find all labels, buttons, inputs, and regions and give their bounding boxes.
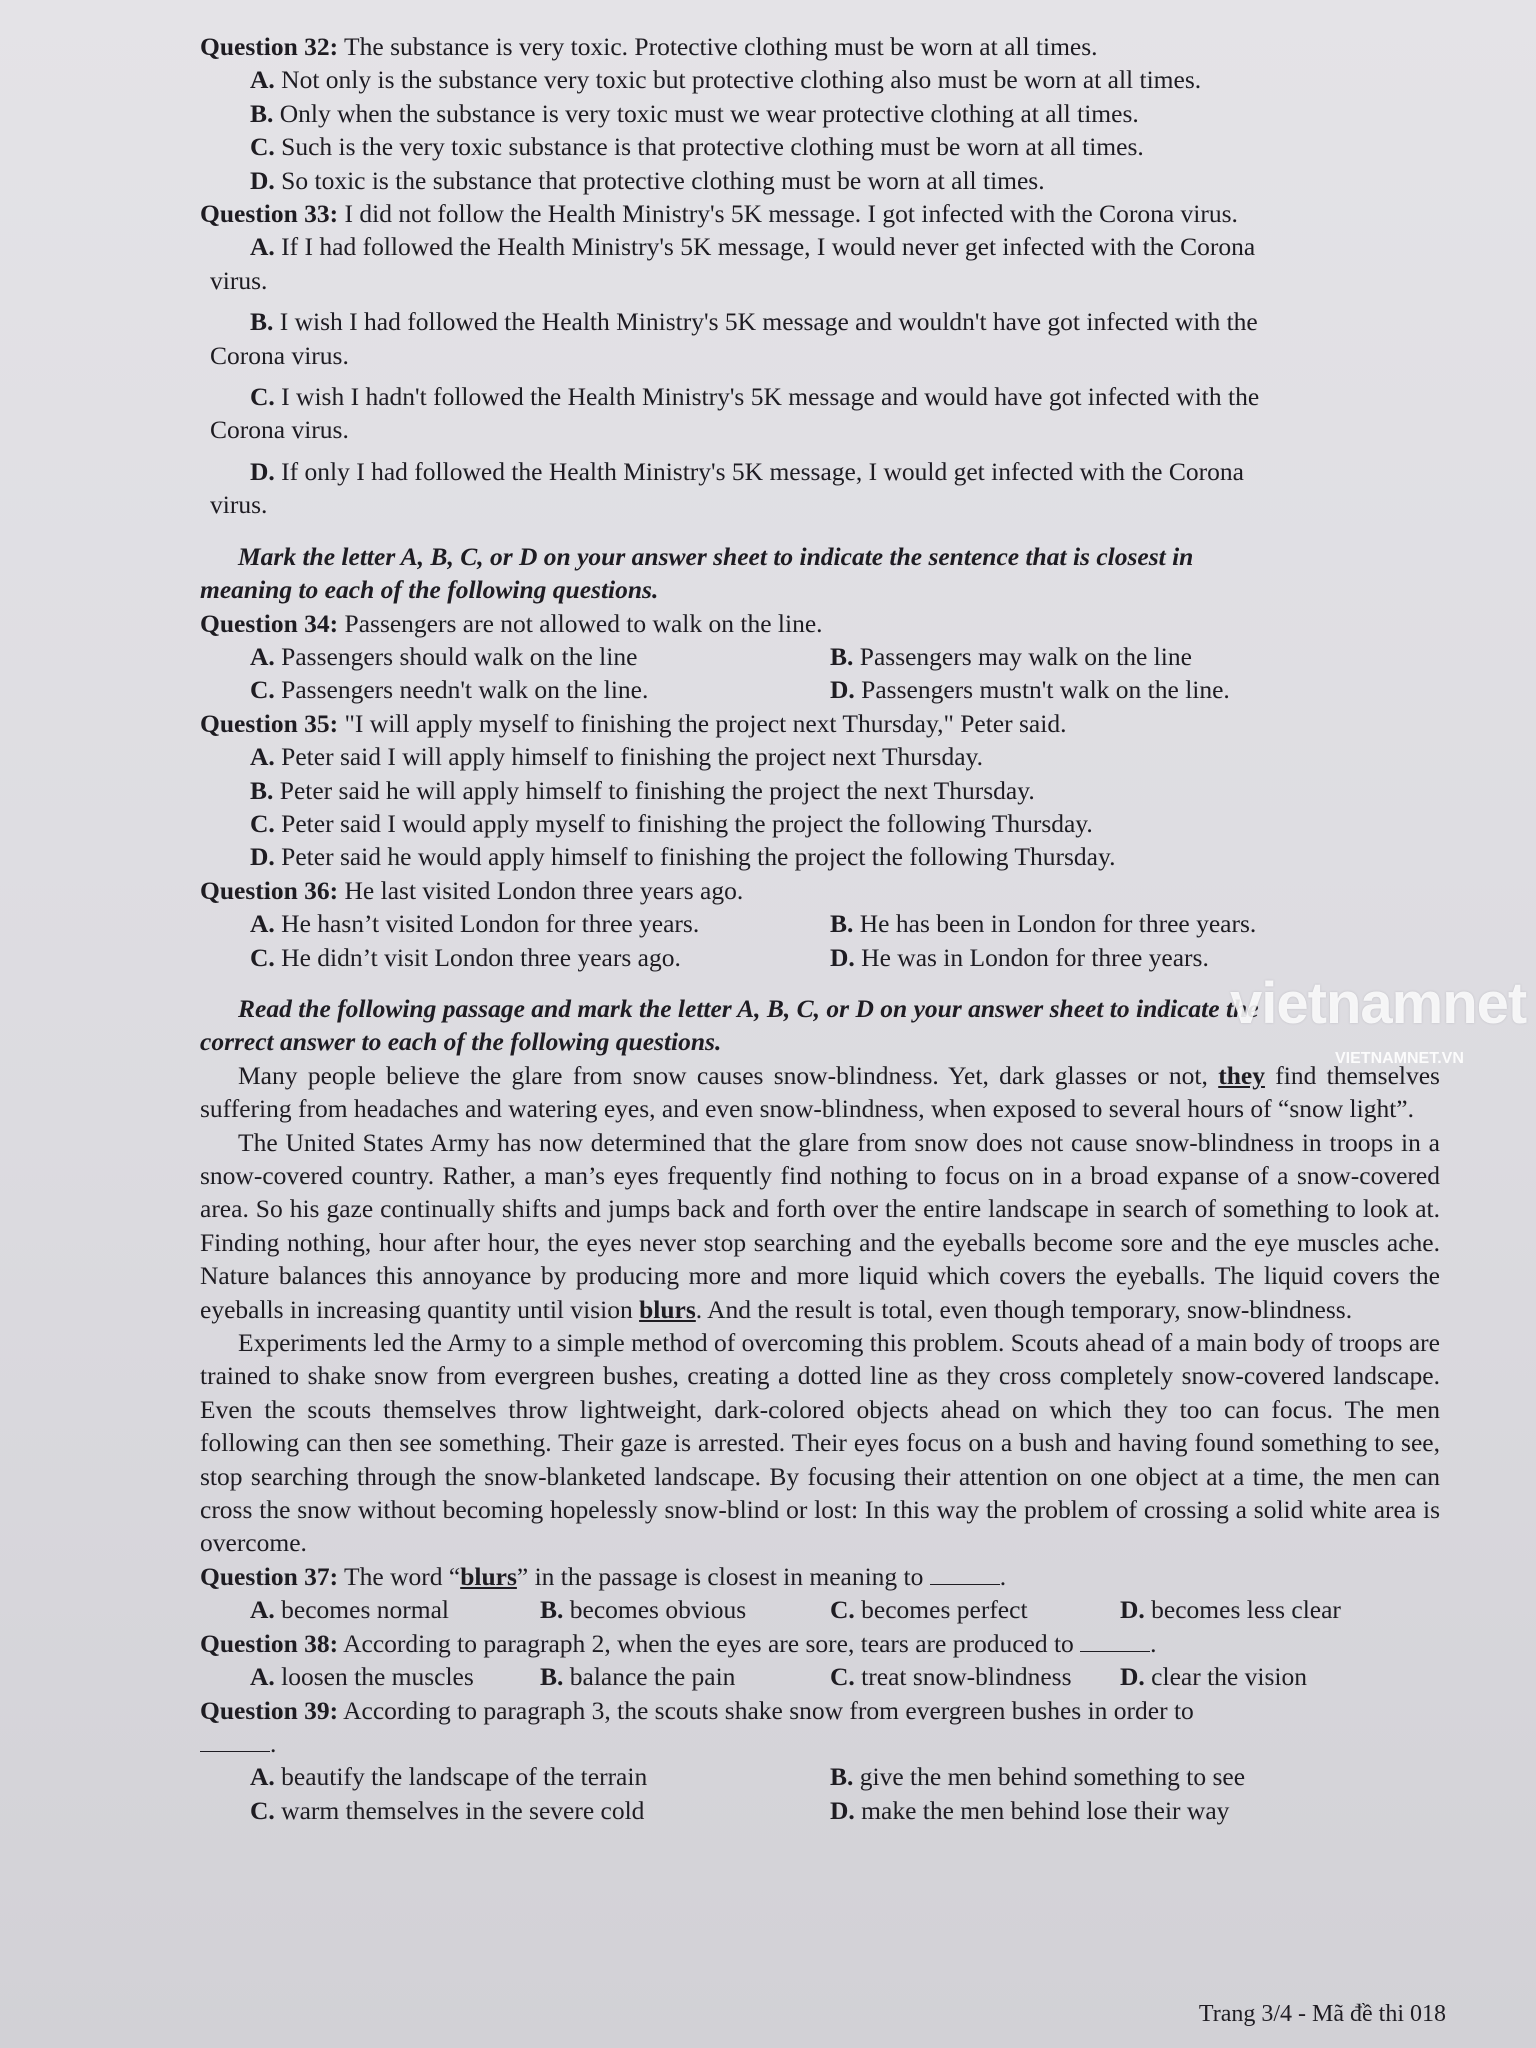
passage-text: . And the result is total, even though temporary, snow-blindness. — [695, 1294, 1353, 1324]
question-stem-continuation — [200, 1727, 1440, 1760]
option-text: Peter said he will apply himself to finishing the project the next Thursday. — [273, 775, 1035, 805]
option-text: becomes perfect — [854, 1595, 1028, 1625]
question-36 — [200, 874, 1440, 974]
option-letter: C. — [250, 942, 275, 972]
option-text: Not only is the substance very toxic but protective clothing also must be worn at all times. — [274, 65, 1202, 95]
question-label: Question 33: — [200, 199, 339, 229]
question-text: The substance is very toxic. Protective clothing must be worn at all times. — [338, 32, 1098, 61]
exam-content — [200, 30, 1440, 1827]
underlined-word: they — [1218, 1060, 1265, 1090]
option-c — [250, 673, 830, 706]
option-letter: C. — [250, 132, 275, 162]
option-b — [830, 907, 1450, 940]
option-c — [200, 130, 1440, 163]
option-a — [200, 740, 1440, 773]
option-d — [1120, 1593, 1460, 1626]
option-letter: B. — [830, 1762, 854, 1792]
option-text: make the men behind lose their way — [854, 1795, 1230, 1825]
option-text: clear the vision — [1144, 1662, 1307, 1692]
option-text: becomes normal — [274, 1595, 449, 1625]
option-letter: C. — [250, 675, 275, 705]
instruction-line: Read the following passage and mark the letter A, B, C, or D on your answer sheet to indicate the — [238, 993, 1259, 1023]
option-text: Passengers may walk on the line — [853, 641, 1192, 671]
option-letter: C. — [830, 1662, 855, 1692]
option-letter: D. — [250, 456, 275, 486]
answer-blank — [1080, 1629, 1150, 1652]
question-label: Question 38: — [200, 1628, 339, 1658]
option-text: Passengers should walk on the line — [274, 641, 638, 671]
option-b — [200, 97, 1440, 130]
instruction-line: meaning to each of the following questions. — [200, 575, 659, 605]
option-letter: D. — [1120, 1595, 1145, 1625]
option-c — [200, 807, 1440, 840]
option-text: warm themselves in the severe cold — [274, 1795, 645, 1825]
option-text: He has been in London for three years. — [853, 909, 1257, 939]
option-letter: A. — [250, 1762, 275, 1792]
option-letter: B. — [250, 775, 274, 805]
option-d — [830, 941, 1450, 974]
option-letter: D. — [830, 942, 855, 972]
question-label: Question 32: — [200, 32, 339, 61]
option-text: becomes obvious — [563, 1595, 747, 1625]
option-continuation: Corona virus. — [210, 415, 349, 445]
option-text: Peter said I will apply himself to finishing the project next Thursday. — [274, 742, 983, 772]
question-stem — [200, 30, 1440, 63]
option-continuation: virus. — [210, 265, 268, 295]
option-letter: B. — [830, 909, 854, 939]
question-stem — [200, 707, 1440, 740]
option-b — [540, 1660, 830, 1693]
option-text: Peter said he would apply himself to finishing the project the following Thursday. — [274, 842, 1116, 872]
vietnamnet-logo: vietnamnet — [1230, 971, 1527, 1036]
option-continuation: Corona virus. — [210, 340, 349, 370]
option-a — [200, 63, 1440, 96]
question-33 — [200, 197, 1440, 522]
instruction-line: correct answer to each of the following questions. — [200, 1027, 722, 1057]
option-text: He didn’t visit London three years ago. — [274, 942, 681, 972]
question-label: Question 37: — [200, 1561, 339, 1591]
option-text: Such is the very toxic substance is that protective clothing must be worn at all times. — [274, 132, 1144, 162]
option-text: So toxic is the substance that protective clothing must be worn at all times. — [274, 165, 1045, 195]
passage-text: The United States Army has now determined that the glare from snow does not cause snow-blindness in troops in a snow-covered country. Rather, a man’s eyes frequently find nothing to focus on in a broad expanse of a snow-covered area. So his gaze continually shifts and jumps back and forth over the entire landscape in search of something to look at. Finding nothing, hour after hour, the eyes never stop searching and the eyeballs become sore and the eye muscles ache. Nature balances this annoyance by producing more and more liquid which covers the eyeballs. The liquid covers the eyeballs in increasing quantity until vision — [200, 1127, 1440, 1324]
option-d — [200, 840, 1440, 873]
passage-paragraph-3: Experiments led the Army to a simple method of overcoming this problem. Scouts ahead of a main body of troops are trained to shake snow from evergreen bushes, creating a dotted line as they cross completely snow-covered landscape. Even the scouts themselves throw lightweight, dark-colored objects ahead on which they too can focus. The men following can then see something. Their gaze is arrested. Their eyes focus on a bush and having found something to see, stop searching through the snow-blanketed landscape. By focusing their attention on one object at a time, the men can cross the snow without becoming hopelessly snow-blind or lost: In this way the problem of crossing a solid white area is overcome. — [200, 1328, 1440, 1558]
option-letter: B. — [830, 641, 854, 671]
option-continuation: virus. — [210, 490, 268, 520]
question-32 — [200, 30, 1440, 197]
option-b — [830, 640, 1450, 673]
question-text: I did not follow the Health Ministry's 5K message. I got infected with the Corona virus. — [338, 199, 1238, 229]
option-b — [540, 1593, 830, 1626]
option-letter: C. — [830, 1595, 855, 1625]
option-c — [250, 1794, 830, 1827]
options-grid — [200, 640, 1440, 707]
option-letter: A. — [250, 742, 275, 772]
option-text: Peter said I would apply myself to finishing the project the following Thursday. — [274, 808, 1093, 838]
options-grid — [200, 1760, 1440, 1827]
option-letter: A. — [250, 1595, 275, 1625]
option-letter: D. — [830, 1795, 855, 1825]
period: . — [999, 1561, 1007, 1591]
option-letter: C. — [250, 1795, 275, 1825]
option-d — [200, 164, 1440, 197]
option-text: treat snow-blindness — [854, 1662, 1072, 1692]
option-letter: A. — [250, 65, 275, 95]
question-label: Question 34: — [200, 608, 339, 638]
option-text: He hasn’t visited London for three years. — [274, 909, 700, 939]
option-b — [200, 774, 1440, 807]
option-text: give the men behind something to see — [853, 1762, 1246, 1792]
passage-paragraph-2 — [200, 1126, 1440, 1326]
option-text: Passengers needn't walk on the line. — [274, 675, 649, 705]
question-stem — [200, 197, 1440, 230]
option-d — [830, 673, 1450, 706]
option-letter: A. — [250, 909, 275, 939]
question-text: The word “ — [338, 1561, 461, 1591]
option-letter: B. — [540, 1595, 564, 1625]
option-letter: C. — [250, 808, 275, 838]
question-stem — [200, 1694, 1440, 1727]
option-letter: D. — [1120, 1662, 1145, 1692]
option-c — [830, 1593, 1120, 1626]
option-c — [830, 1660, 1120, 1693]
passage-paragraph-1 — [200, 1059, 1440, 1126]
option-text: Passengers mustn't walk on the line. — [854, 675, 1230, 705]
question-39 — [200, 1694, 1440, 1828]
answer-blank — [930, 1562, 1000, 1585]
option-c — [200, 380, 1440, 413]
vietnamnet-site: VIETNAMNET.VN — [1335, 1050, 1464, 1067]
question-text: According to paragraph 2, when the eyes are sore, tears are produced to — [338, 1628, 1081, 1658]
question-label: Question 35: — [200, 708, 339, 738]
question-34 — [200, 607, 1440, 707]
option-letter: B. — [540, 1662, 564, 1692]
option-text: loosen the muscles — [274, 1662, 474, 1692]
option-text: If I had followed the Health Ministry's 5K message, I would never get infected with the Corona — [274, 232, 1256, 262]
option-a — [250, 640, 830, 673]
option-text: becomes less clear — [1144, 1595, 1341, 1625]
option-letter: B. — [250, 98, 274, 128]
option-a — [250, 1760, 830, 1793]
question-text: Passengers are not allowed to walk on the line. — [338, 608, 823, 638]
option-letter: D. — [830, 675, 855, 705]
option-text: I wish I hadn't followed the Health Ministry's 5K message and would have got infected with the — [274, 382, 1260, 412]
option-c — [250, 941, 830, 974]
reading-passage — [200, 1059, 1440, 1560]
option-d — [830, 1794, 1450, 1827]
question-label: Question 39: — [200, 1695, 339, 1725]
question-label: Question 36: — [200, 875, 339, 905]
option-text: If only I had followed the Health Ministry's 5K message, I would get infected with the Corona — [274, 456, 1244, 486]
underlined-word: blurs — [460, 1561, 517, 1591]
option-a — [250, 1593, 540, 1626]
section-instruction — [200, 540, 1440, 607]
passage-text: Many people believe the glare from snow causes snow-blindness. Yet, dark glasses or not, — [238, 1060, 1219, 1090]
option-a — [250, 1660, 540, 1693]
question-text: "I will apply myself to finishing the project next Thursday," Peter said. — [338, 708, 1067, 738]
option-letter: A. — [250, 232, 275, 262]
option-a — [250, 907, 830, 940]
option-b — [200, 305, 1440, 338]
question-stem — [200, 607, 1440, 640]
options-grid — [200, 1593, 1440, 1626]
question-text: He last visited London three years ago. — [338, 875, 744, 905]
question-stem — [200, 1627, 1440, 1660]
option-letter: D. — [250, 165, 275, 195]
question-text: ” in the passage is closest in meaning to — [516, 1561, 930, 1591]
instruction-line: Mark the letter A, B, C, or D on your answer sheet to indicate the sentence that is closest in — [238, 541, 1194, 571]
option-text: balance the pain — [563, 1662, 736, 1692]
option-letter: B. — [250, 307, 274, 337]
options-grid — [200, 1660, 1440, 1693]
option-letter: D. — [250, 842, 275, 872]
period: . — [1150, 1628, 1157, 1658]
option-letter: A. — [250, 641, 275, 671]
option-text: Only when the substance is very toxic must we wear protective clothing at all times. — [273, 98, 1139, 128]
passage-text: find themselves suffering from headaches and watering eyes, and even snow-blindness, when exposed to several hours of “snow light”. — [200, 1060, 1440, 1124]
question-stem — [200, 874, 1440, 907]
question-text: According to paragraph 3, the scouts shake snow from evergreen bushes in order to — [338, 1695, 1194, 1725]
period: . — [270, 1728, 277, 1758]
answer-blank — [200, 1729, 270, 1752]
option-a — [200, 230, 1440, 263]
option-d — [1120, 1660, 1460, 1693]
option-letter: A. — [250, 1662, 275, 1692]
option-text: He was in London for three years. — [854, 942, 1209, 972]
option-d — [200, 455, 1440, 488]
question-35 — [200, 707, 1440, 874]
option-text: beautify the landscape of the terrain — [274, 1762, 648, 1792]
question-38 — [200, 1627, 1440, 1694]
question-37 — [200, 1560, 1440, 1627]
option-text: I wish I had followed the Health Ministry's 5K message and wouldn't have got infected with the — [273, 307, 1258, 337]
option-letter: C. — [250, 382, 275, 412]
option-b — [830, 1760, 1450, 1793]
underlined-word: blurs — [639, 1294, 696, 1324]
options-grid — [200, 907, 1440, 974]
page-footer: Trang 3/4 - Mã đề thi 018 — [1198, 2001, 1446, 2027]
question-stem — [200, 1560, 1440, 1593]
